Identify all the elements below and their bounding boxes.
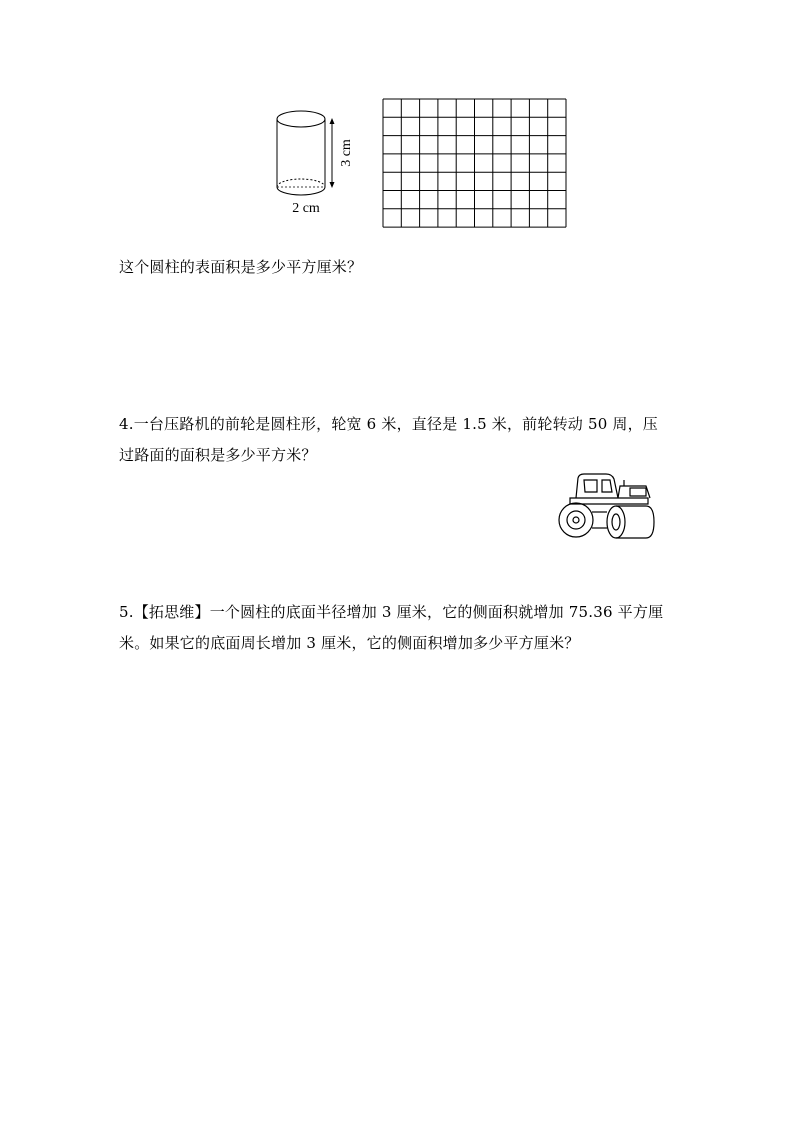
q3-question: 这个圆柱的表面积是多少平方厘米？ [119, 258, 363, 276]
cylinder-bottom-front [277, 187, 325, 195]
cylinder-figure [270, 102, 360, 218]
cylinder-top [277, 111, 325, 127]
road-roller-icon [556, 470, 668, 542]
cylinder-bottom-back [277, 179, 325, 187]
height-arrow-top [330, 118, 335, 124]
q5-line-2: 米。如果它的底面周长增加 3 厘米，它的侧面积增加多少平方厘米？ [119, 634, 580, 652]
height-label: 3 cm [339, 139, 355, 167]
q4-line-1: 4.一台压路机的前轮是圆柱形，轮宽 6 米，直径是 1.5 米，前轮转动 50 周，压 [119, 415, 659, 433]
diameter-label: 2 cm [292, 201, 320, 216]
q5-line-1: 5.【拓思维】一个圆柱的底面半径增加 3 厘米，它的侧面积就增加 75.36 平方厘 [119, 603, 664, 621]
q4-line-2: 过路面的面积是多少平方米？ [119, 446, 317, 464]
square-grid [382, 98, 568, 228]
height-arrow-bottom [330, 182, 335, 188]
